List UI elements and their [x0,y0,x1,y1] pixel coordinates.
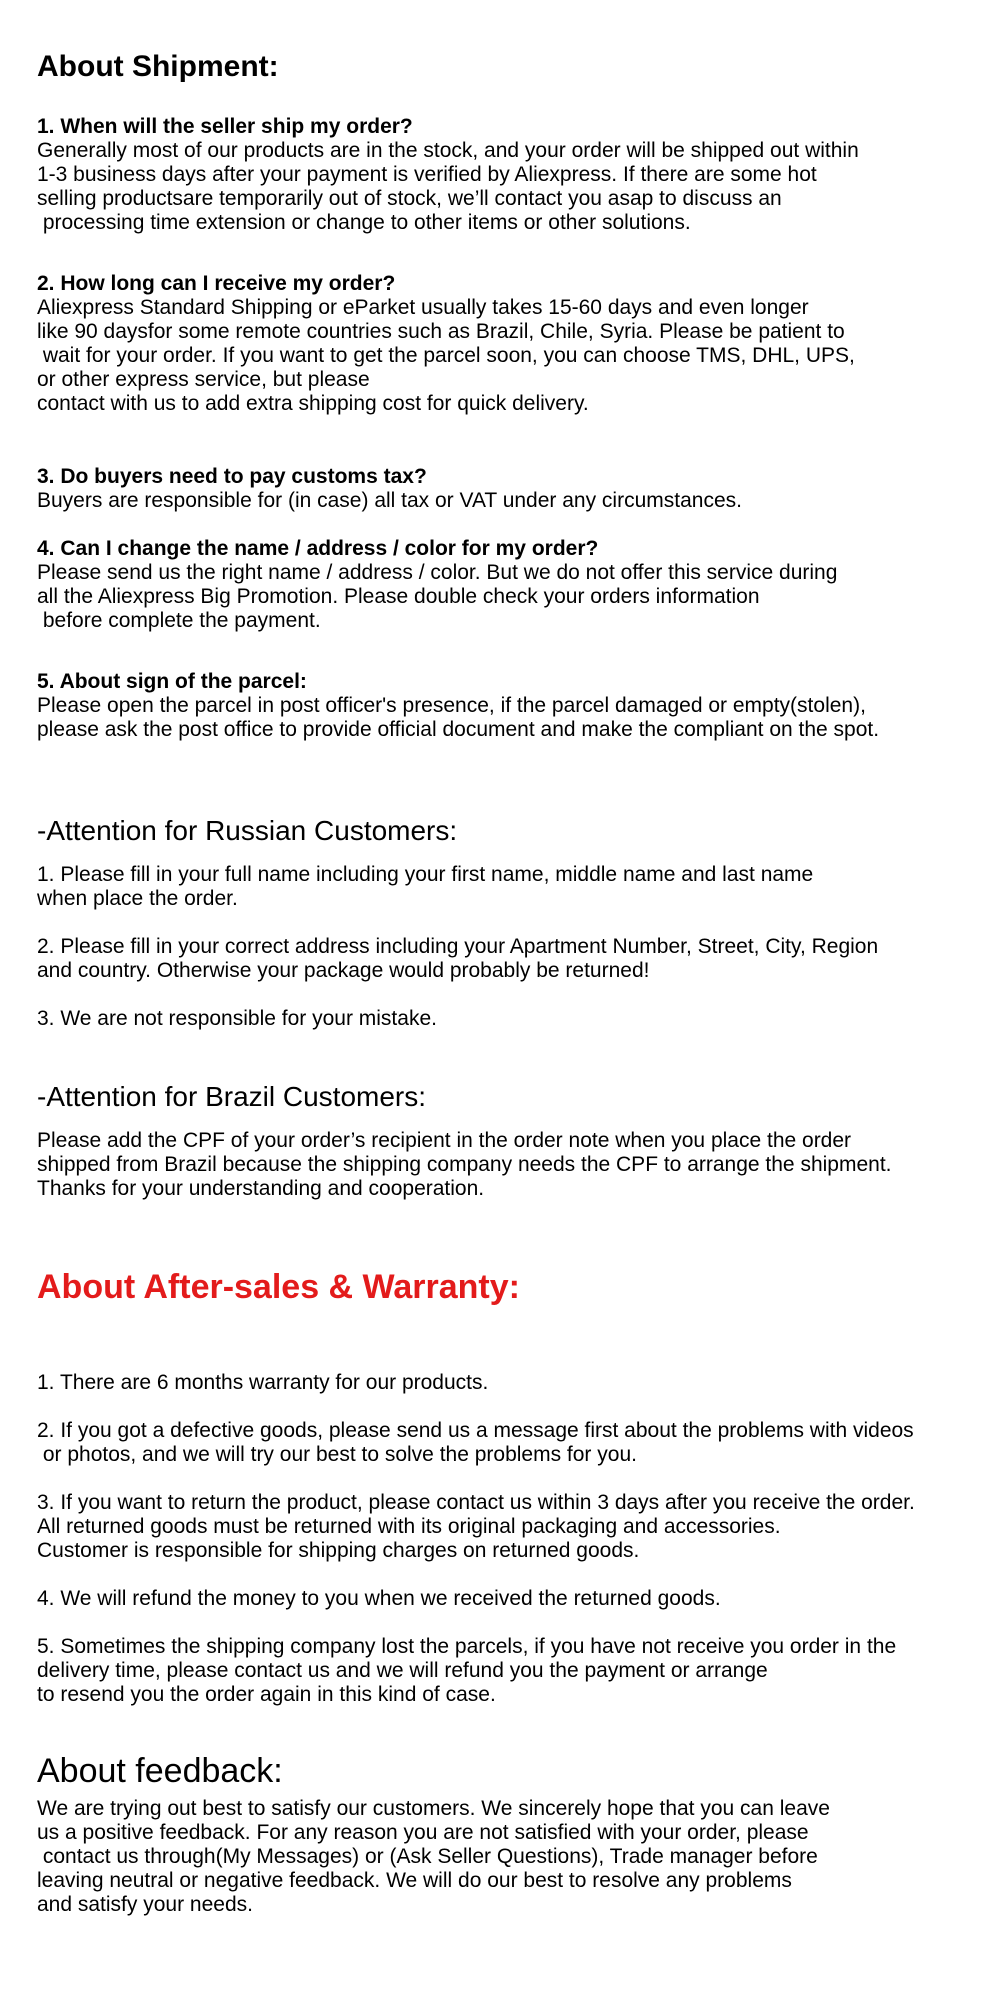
russian-line: 1. Please fill in your full name including your first name, middle name and last name [37,863,814,886]
shipment-q2-line: Aliexpress Standard Shipping or eParket usually takes 15-60 days and even longer [37,296,809,319]
shipment-q4-line: before complete the payment. [37,609,321,632]
aftersales-line: 5. Sometimes the shipping company lost the parcels, if you have not receive you order in the [37,1635,897,1658]
shipment-q4-line: all the Aliexpress Big Promotion. Please double check your orders information [37,585,760,608]
shipment-q4: 4. Can I change the name / address / color for my order? [37,537,599,560]
feedback-line: leaving neutral or negative feedback. We will do our best to resolve any problems [37,1869,792,1892]
aftersales-line: 4. We will refund the money to you when we received the returned goods. [37,1587,721,1610]
shipment-q3: 3. Do buyers need to pay customs tax? [37,465,427,488]
russian-heading: -Attention for Russian Customers: [37,815,458,846]
brazil-line: Thanks for your understanding and cooperation. [37,1177,485,1200]
shipment-q2-line: like 90 daysfor some remote countries such as Brazil, Chile, Syria. Please be patient to [37,320,845,343]
aftersales-line: All returned goods must be returned with its original packaging and accessories. [37,1515,781,1538]
aftersales-line: delivery time, please contact us and we will refund you the payment or arrange [37,1659,768,1682]
feedback-line: and satisfy your needs. [37,1893,253,1916]
shipment-q5-line: Please open the parcel in post officer's presence, if the parcel damaged or empty(stolen), [37,694,866,717]
shipment-q1-line: Generally most of our products are in the stock, and your order will be shipped out within [37,139,859,162]
russian-line: 2. Please fill in your correct address including your Apartment Number, Street, City, Region [37,935,879,958]
shipment-q1-line: 1-3 business days after your payment is verified by Aliexpress. If there are some hot [37,163,817,186]
shipment-q2-line: contact with us to add extra shipping cost for quick delivery. [37,392,589,415]
shipment-q5: 5. About sign of the parcel: [37,670,307,693]
shipment-q1: 1. When will the seller ship my order? [37,115,413,138]
russian-line: when place the order. [37,887,238,910]
feedback-line: contact us through(My Messages) or (Ask Seller Questions), Trade manager before [37,1845,818,1868]
aftersales-line: 2. If you got a defective goods, please send us a message first about the problems with videos [37,1419,914,1442]
shipment-q1-line: processing time extension or change to other items or other solutions. [37,211,691,234]
feedback-heading: About feedback: [37,1752,283,1790]
shipment-q2-line: wait for your order. If you want to get the parcel soon, you can choose TMS, DHL, UPS, [37,344,855,367]
brazil-heading: -Attention for Brazil Customers: [37,1081,427,1112]
aftersales-line: to resend you the order again in this kind of case. [37,1683,496,1706]
feedback-line: We are trying out best to satisfy our customers. We sincerely hope that you can leave [37,1797,830,1820]
shipment-q2: 2. How long can I receive my order? [37,272,396,295]
russian-line: 3. We are not responsible for your mistake. [37,1007,437,1030]
shipment-q2-line: or other express service, but please [37,368,370,391]
brazil-line: shipped from Brazil because the shipping company needs the CPF to arrange the shipment. [37,1153,892,1176]
shipment-q5-line: please ask the post office to provide official document and make the compliant on the spot. [37,718,880,741]
shipment-q3-line: Buyers are responsible for (in case) all tax or VAT under any circumstances. [37,489,742,512]
aftersales-line: 1. There are 6 months warranty for our products. [37,1371,489,1394]
shipment-heading: About Shipment: [37,50,279,83]
aftersales-line: or photos, and we will try our best to solve the problems for you. [37,1443,637,1466]
shipment-q1-line: selling productsare temporarily out of stock, we’ll contact you asap to discuss an [37,187,782,210]
russian-line: and country. Otherwise your package would probably be returned! [37,959,650,982]
aftersales-line: 3. If you want to return the product, please contact us within 3 days after you receive the order. [37,1491,915,1514]
aftersales-line: Customer is responsible for shipping charges on returned goods. [37,1539,640,1562]
brazil-line: Please add the CPF of your order’s recipient in the order note when you place the order [37,1129,852,1152]
feedback-line: us a positive feedback. For any reason you are not satisfied with your order, please [37,1821,809,1844]
shipment-q4-line: Please send us the right name / address / color. But we do not offer this service during [37,561,838,584]
aftersales-heading: About After-sales & Warranty: [37,1268,520,1306]
